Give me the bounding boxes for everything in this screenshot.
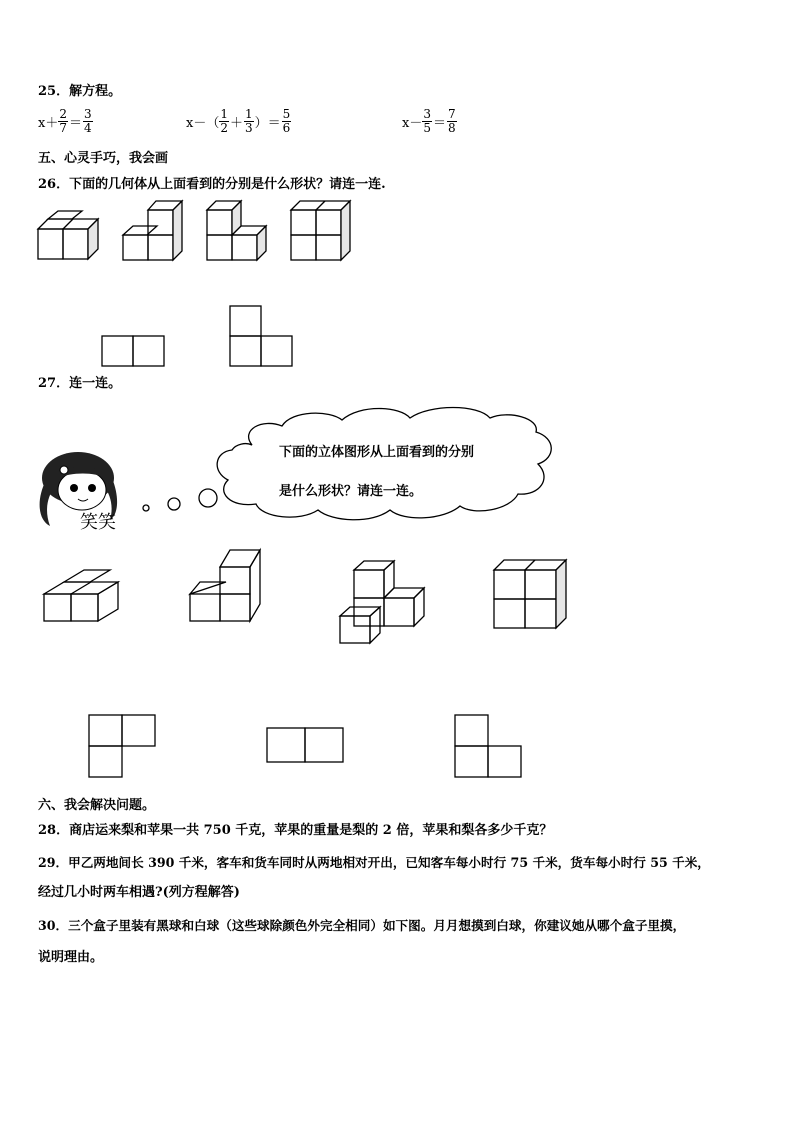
eq1-fraction-b: $\frac{3}{4}$ bbox=[84, 107, 92, 135]
q30-text-line1: 30．三个盒子里装有黑球和白球（这些球除颜色外完全相同）如下图。月月想摸到白球，你建议她从哪个盒子里摸， bbox=[38, 918, 686, 933]
section-6-heading: 六、我会解决问题。 bbox=[38, 798, 156, 813]
bubble-text-line2: 是什么形状？请连一连。 bbox=[279, 484, 423, 499]
q25-label: 25．解方程。 bbox=[38, 84, 122, 99]
q27-topview-1 bbox=[89, 715, 155, 777]
q27-solid-3 bbox=[340, 561, 424, 643]
eq2-lhs: x－（ bbox=[186, 116, 220, 131]
q28-text: 28．商店运来梨和苹果一共 750 千克，苹果的重量是梨的 2 倍，苹果和梨各多少千克？ bbox=[38, 823, 553, 838]
eq1-lhs: x＋ bbox=[38, 116, 59, 131]
q27-topview-3 bbox=[455, 715, 521, 777]
bubble-text-line1: 下面的立体图形从上面看到的分别 bbox=[279, 445, 475, 460]
q27-solid-1 bbox=[44, 570, 118, 621]
q27-solid-4 bbox=[494, 560, 566, 628]
q27-solid-2 bbox=[190, 550, 260, 621]
q30-text-line2: 说明理由。 bbox=[38, 950, 104, 965]
q27-label: 27．连一连。 bbox=[38, 376, 122, 391]
girl-name-label: 笑笑 bbox=[80, 512, 116, 533]
eq3-fraction-b: $\frac{7}{8}$ bbox=[448, 107, 456, 135]
q29-text-line1: 29．甲乙两地间长 390 千米，客车和货车同时从两地相对开出，已知客车每小时行 75 千米，货车每小时行 55 千米， bbox=[38, 855, 710, 870]
q29-text-line2: 经过几小时两车相遇?(列方程解答) bbox=[38, 885, 240, 900]
eq3-lhs: x－ bbox=[402, 116, 423, 131]
eq2-fraction-b: $\frac{1}{3}$ bbox=[245, 107, 253, 135]
eq1-fraction-a: $\frac{2}{7}$ bbox=[59, 107, 67, 135]
q27-topview-2 bbox=[267, 728, 343, 762]
q26-label: 26．下面的几何体从上面看到的分别是什么形状？请连一连. bbox=[38, 177, 386, 192]
eq2-fraction-a: $\frac{1}{2}$ bbox=[220, 107, 228, 135]
eq3-equals: ＝ bbox=[432, 116, 446, 131]
eq2-plus: ＋ bbox=[229, 116, 243, 131]
eq1-equals: ＝ bbox=[68, 116, 82, 131]
eq3-fraction-a: $\frac{3}{5}$ bbox=[423, 107, 431, 135]
section-5-heading: 五、心灵手巧，我会画 bbox=[38, 151, 169, 166]
eq2-fraction-c: $\frac{5}{6}$ bbox=[282, 107, 291, 135]
eq2-rhs: ）＝ bbox=[254, 116, 281, 131]
